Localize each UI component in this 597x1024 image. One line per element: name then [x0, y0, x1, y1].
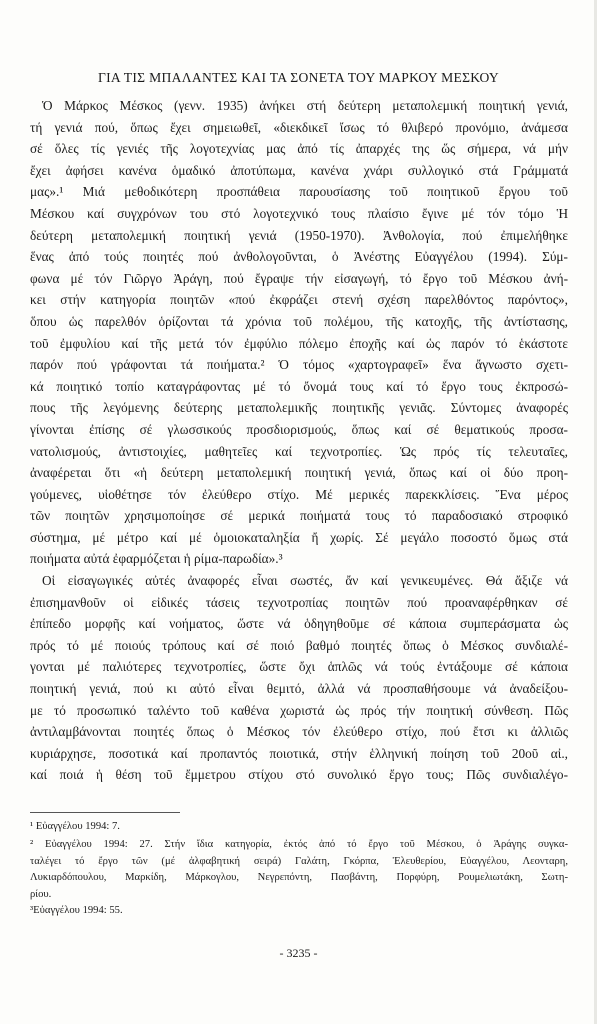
body-line: φωνα μέ τόν Γιῶργο Ἀράγη, πού ἔγραψε τήν εἰσαγωγή, τό ἔργο τοῦ Μέσκου ἀνή- — [30, 270, 568, 286]
body-line: πρός τό μέ ποιούς τρόπους καί σέ ποιό βαθμό ποιητές ὅπως ὁ Μέσκος συνδιαλέ- — [30, 637, 568, 653]
body-line: ἀντιλαμβάνονται ποιητές ὅπως ὁ Μέσκος τόν ἐλεύθερο στίχο, πού ἔτσι κι ἀλλιῶς — [30, 724, 568, 740]
body-line: κει στήν κατηγορία ποιητῶν «πού ἐκφράζει στενή σχέση παρελθόντος παρόντος», — [30, 292, 568, 308]
body-line: κά ποιητικό τοπίο καταγράφοντας μέ τό ὄνομά τους καί τό ἔργο τους ἐκπροσώ- — [30, 378, 568, 394]
body-line: τή γενιά πού, ὅπως ἔχει σημειωθεῖ, «διεκδικεῖ ἴσως τό θλιβερό προνόμιο, ἀνάμεσα — [30, 119, 568, 135]
body-line: κυριάρχησε, ποσοτικά καί προπαντός ποιοτικά, στήν ἑλληνική ποίηση τοῦ 20οῦ αἰ., — [30, 745, 568, 761]
body-text — [30, 95, 568, 786]
body-line: ἔχει ἀφήσει κανένα ὁμαδικό ἀποτύπωμα, κανένα χνάρι συλλογικό στά Γράμματά — [30, 162, 568, 178]
body-line: ὅπου ὡς παρελθόν ὁρίζονται τά χρόνια τοῦ πολέμου, τῆς κατοχῆς, τῆς ἀντίστασης, — [30, 313, 568, 329]
body-line: πους τῆς λεγόμενης δεύτερης μεταπολεμικῆς ποιητικῆς γενιᾶς. Σύντομες ἀναφορές — [30, 400, 568, 416]
body-line: ἐπίπεδο μορφῆς καί νοήματος, ὥστε νά ὁδηγηθοῦμε σέ κάποια συμπεράσματα ὡς — [30, 616, 568, 632]
body-line: γίνονται ἐπίσης σέ γλωσσικούς προσδιορισμούς, ὅπως καί σέ θεματικούς προσα- — [30, 421, 568, 437]
body-line: ποιήματα αὐτά ἐφαρμόζεται ἡ ρίμα-παρωδία».³ — [30, 551, 283, 567]
body-line: σέ ὅλες τίς γενιές τῆς λογοτεχνίας μας ἀπό τίς ἀπαρχές της ὥς σήμερα, νά μήν — [30, 141, 568, 157]
body-line: με τό προσωπικό ταλέντο τοῦ καθένα χωριστά ὡς πρός τήν ποιητική σύνθεση. Πῶς — [30, 702, 568, 718]
body-line: ἕνας ἀπό τούς ποιητές πού ἀνθολογοῦνται, ὁ Ἀνέστης Εὐαγγέλου (1994). Σύμ- — [30, 249, 568, 265]
page-title: ΓΙΑ ΤΙΣ ΜΠΑΛΑΝΤΕΣ ΚΑΙ ΤΑ ΣΟΝΕΤΑ ΤΟΥ ΜΑΡΚΟΥ ΜΕΣΚΟΥ — [97, 70, 500, 85]
body-line: σύστημα, μέ μέτρο καί μέ ὁμοιοκαταληξία ἤ χωρίς. Σέ μεγάλο ποσοστό ὅμως στά — [30, 529, 568, 545]
body-line: ἐπισημανθοῦν οἱ εἰδικές τάσεις τεχνοτροπίας ποιητῶν πού προαναφέρθηκαν σέ — [30, 594, 568, 610]
footnote-line: ¹ Εὐαγγέλου 1994: 7. — [30, 821, 120, 832]
footnote-line: Λυκιαρδόπουλου, Μαρκίδη, Μάρκογλου, Νεγρεπόντη, Πασβάντη, Πορφύρη, Ρουμελιωτάκη, Σωτη- — [30, 872, 568, 884]
body-line: τῶν ποιητῶν χρησιμοποίησε σέ μερικά ποιήματά τους τό παραδοσιακό στροφικό — [30, 508, 568, 524]
footnote-divider — [30, 812, 180, 813]
body-line: Μέσκου καί συγχρόνων του στό λογοτεχνικό τους πλαίσιο ἔγινε μέ τόν τόμο Ἡ — [30, 205, 568, 221]
footnote-line: ² Εὐαγγέλου 1994: 27. Στήν ἴδια κατηγορία, ἐκτός ἀπό τό ἔργο τοῦ Μέσκου, ὁ Ἀράγης συγκα- — [30, 839, 568, 851]
body-line: Ὁ Μάρκος Μέσκος (γενν. 1935) ἀνήκει στή δεύτερη μεταπολεμική ποιητική γενιά, — [42, 98, 568, 113]
footnote-line: ρίου. — [30, 888, 52, 900]
body-line: νατολισμούς, ἀντιστοιχίες, μαθητεῖες καί τεχνοτροπίες. Ὡς πρός τίς τελευταῖες, — [30, 443, 568, 459]
body-line: ἀναφέρεται ὅτι «ἡ δεύτερη μεταπολεμική ποιητική γενιά, ὅπως καί οἱ δύο προη- — [30, 465, 568, 481]
footnote-line: ³Εὐαγγέλου 1994: 55. — [30, 904, 123, 916]
footnotes — [30, 812, 568, 919]
body-line: γούμενες, υἱοθέτησε τόν ἐλεύθερο στίχο. Μέ μερικές παρεκκλίσεις. Ἕνα μέρος — [30, 486, 568, 502]
body-line: Οἱ εἰσαγωγικές αὐτές ἀναφορές εἶναι σωστές, ἄν καί γενικευμένες. Θά ἄξιζε νά — [42, 573, 568, 589]
body-line: γονται μέ παλιότερες τεχνοτροπίες, ὥστε ὄχι ἁπλῶς νά τούς ἐντάξουμε σέ κάποια — [30, 659, 568, 675]
body-line: ποιητική γενιά, πού κι αὐτό εἶναι θεμιτό, ἀλλά νά προσπαθήσουμε νά ἀναδείξου- — [30, 681, 568, 697]
page-number: - 3235 - — [279, 946, 318, 960]
body-line: μας».¹ Μιά μεθοδικότερη προσπάθεια παρουσίασης τοῦ ποιητικοῦ ἔργου τοῦ — [30, 184, 568, 200]
body-line: τοῦ ἐμφυλίου καί τῆς μετά τόν ἐμφύλιο πόλεμο ἐποχῆς καί ὡς παρόν τό ἑκάστοτε — [30, 335, 568, 351]
footnote-line: ταλέγει τό ἔργο τῶν (μέ ἀλφαβητική σειρά) Γαλάτη, Γκόρπα, Ἐλευθερίου, Εὐαγγέλου, Λεονταρη, — [30, 855, 568, 867]
body-line: παρόν πού γράφονται τά ποιήματα.² Ὁ τόμος «χαρτογραφεῖ» ἕνα ἄγνωστο σχετι- — [30, 357, 568, 373]
body-line: δεύτερη μεταπολεμική ποιητική γενιά (1950-1970). Ἀνθολογία, πού ἐπιμελήθηκε — [30, 227, 568, 243]
body-line: καί ποιά ἡ θέση τοῦ ἔμμετρου στίχου στό συνολικό ἔργο τους; Πῶς συνδιαλέγο- — [30, 767, 568, 783]
